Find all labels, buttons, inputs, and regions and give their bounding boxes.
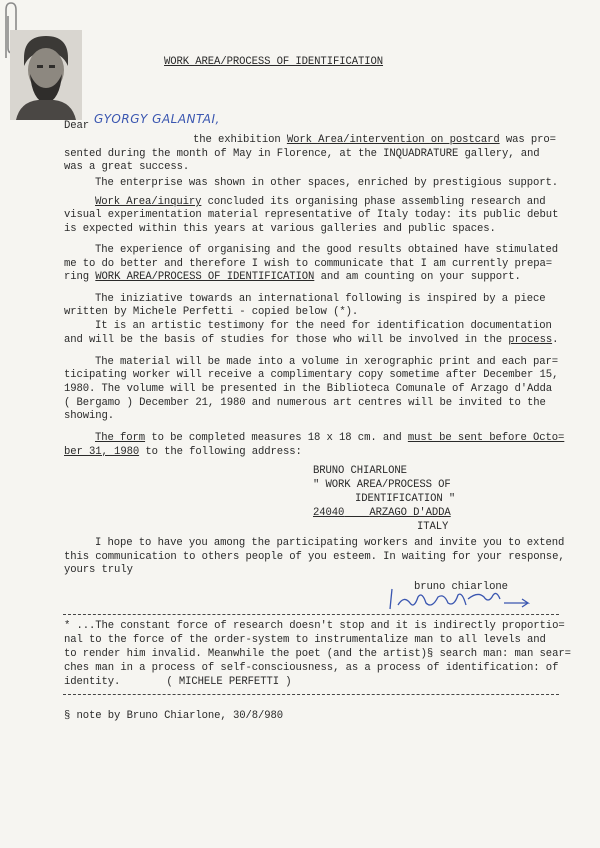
handwritten-signature (388, 583, 548, 613)
paragraph-6-line-2: ticipating worker will receive a complimentary copy sometime after December 15, (64, 369, 559, 381)
footnote-line-5: identity. ( MICHELE PERFETTI ) (64, 676, 292, 688)
paragraph-6-line-5: showing. (64, 410, 115, 422)
paragraph-3-line-3: is expected within this years at various galleries and public spaces. (64, 223, 496, 235)
paragraph-2-line-1: The enterprise was shown in other spaces, enriched by prestigious support. (95, 177, 559, 189)
paragraph-3-line-1: Work Area/inquiry concluded its organising phase assembling research and (95, 196, 546, 208)
paragraph-7-line-2: ber 31, 1980 to the following address: (64, 446, 302, 458)
paragraph-6-line-1: The material will be made into a volume in xerographic print and each par= (95, 356, 559, 368)
footnote-line-1: * ...The constant force of research doesn't stop and it is indirectly proportio= (64, 620, 565, 632)
address-line-4: 24040 ARZAGO D'ADDA (313, 507, 451, 519)
paragraph-4-line-2: me to do better and therefore I wish to communicate that I am currently prepa= (64, 258, 553, 270)
footnote-line-4: ches man in a process of self-consciousness, as a process of identification: of (64, 662, 559, 674)
footnote-line-3: to render him invalid. Meanwhile the poet (and the artist)§ search man: man sear= (64, 648, 571, 660)
paragraph-5-line-1: The iniziative towards an international following is inspired by a piece (95, 293, 546, 305)
paragraph-5-line-3: It is an artistic testimony for the need for identification documentation (95, 320, 552, 332)
closing-line-3: yours truly (64, 564, 133, 576)
paragraph-6-line-4: ( Bergamo ) December 21, 1980 and numerous art centres will be invited to the (64, 397, 546, 409)
paragraph-1-line-2: sented during the month of May in Florence, at the INQUADRATURE gallery, and (64, 148, 540, 160)
address-line-2: " WORK AREA/PROCESS OF (313, 479, 451, 491)
document-title: WORK AREA/PROCESS OF IDENTIFICATION (164, 56, 384, 68)
typed-signature-name: bruno chiarlone (414, 581, 508, 593)
paragraph-4-line-1: The experience of organising and the good results obtained have stimulated (95, 244, 559, 256)
paragraph-6-line-3: 1980. The volume will be presented in the Biblioteca Comunale of Arzago d'Adda (64, 383, 553, 395)
paragraph-5-line-4: and will be the basis of studies for those who will be involved in the process. (64, 334, 559, 346)
author-note: § note by Bruno Chiarlone, 30/8/980 (64, 710, 284, 722)
closing-line-2: this communication to others people of you esteem. In waiting for your response, (64, 551, 565, 563)
address-line-1: BRUNO CHIARLONE (313, 465, 407, 477)
paragraph-7-line-1: The form to be completed measures 18 x 18 cm. and must be sent before Octo= (95, 432, 565, 444)
paragraph-3-line-2: visual experimentation material representative of Italy today: its public debut (64, 209, 559, 221)
handwritten-recipient-name: GYORGY GALANTAI, (94, 112, 220, 126)
address-line-5: ITALY (417, 521, 449, 533)
address-line-3: IDENTIFICATION " (355, 493, 456, 505)
footnote-line-2: nal to the force of the order-system to instrumentalize man to all levels and (64, 634, 546, 646)
paragraph-1-line-3: was a great success. (64, 161, 190, 173)
portrait-photo (10, 30, 82, 120)
paragraph-5-line-2: written by Michele Perfetti - copied below (*). (64, 306, 359, 318)
dashed-divider-top (63, 614, 559, 615)
salutation-dear: Dear (64, 120, 90, 132)
closing-line-1: I hope to have you among the participating workers and invite you to extend (95, 537, 565, 549)
paragraph-1-line-1: the exhibition Work Area/intervention on postcard was pro= (193, 134, 556, 146)
paragraph-4-line-3: ring WORK AREA/PROCESS OF IDENTIFICATION and am counting on your support. (64, 271, 521, 283)
dashed-divider-bottom (63, 694, 559, 695)
